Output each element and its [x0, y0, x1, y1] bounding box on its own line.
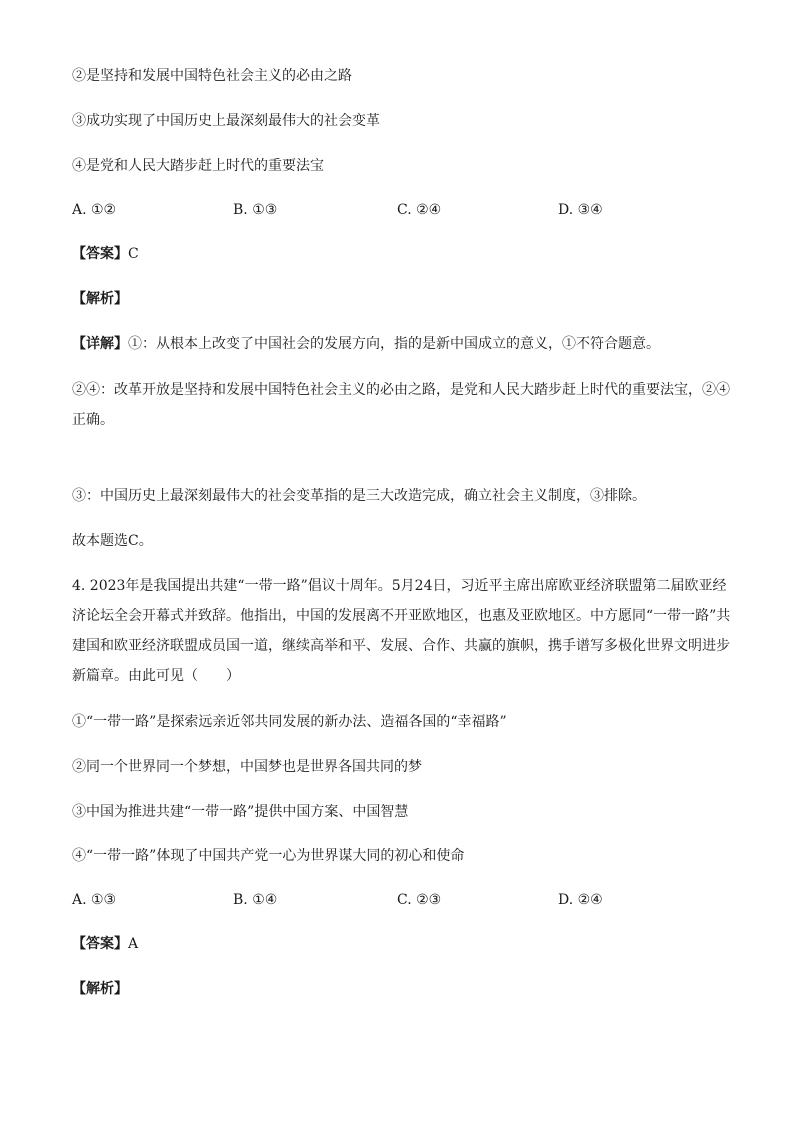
q4-answer-value: A	[128, 936, 139, 952]
detail-text: ①：从根本上改变了中国社会的发展方向，指的是新中国成立的意义，①不符合题意。	[128, 336, 660, 352]
q4-answer-line	[72, 934, 732, 954]
detail-tag: 【详解】	[72, 336, 128, 352]
q4-statement-1: ①“一带一路”是探索远亲近邻共同发展的新办法、造福各国的“幸福路”	[72, 714, 507, 730]
statement-2: ②是坚持和发展中国特色社会主义的必由之路	[72, 68, 352, 84]
q4-option-b: B. ①④	[233, 892, 278, 908]
option-c: C. ②④	[397, 202, 442, 218]
explanation-paragraph-3: ③：中国历史上最深刻最伟大的社会变革指的是三大改造完成，确立社会主义制度，③排除。	[72, 488, 646, 504]
answer-tag: 【答案】	[72, 246, 128, 262]
option-a: A. ①②	[72, 202, 117, 218]
q4-option-d: D. ②④	[558, 892, 603, 908]
q4-options-row	[72, 890, 732, 910]
statement-3: ③成功实现了中国历史上最深刻最伟大的社会变革	[72, 113, 380, 129]
option-d: D. ③④	[558, 202, 603, 218]
q4-analysis-label: 【解析】	[72, 981, 128, 997]
detail-line	[72, 334, 732, 354]
statement-4: ④是党和人民大踏步赶上时代的重要法宝	[72, 158, 324, 174]
option-b: B. ①③	[233, 202, 278, 218]
conclusion: 故本题选C。	[72, 533, 153, 549]
q4-option-c: C. ②③	[397, 892, 442, 908]
q4-statement-2: ②同一个世界同一个梦想，中国梦也是世界各国共同的梦	[72, 759, 422, 775]
explanation-paragraph-2-line-2: 正确。	[72, 412, 114, 428]
answer-value: C	[128, 246, 139, 262]
q4-answer-tag: 【答案】	[72, 936, 128, 952]
explanation-paragraph-2-line-1: ②④：改革开放是坚持和发展中国特色社会主义的必由之路，是党和人民大踏步赶上时代的重要法宝，②④	[72, 382, 730, 398]
analysis-label: 【解析】	[72, 291, 128, 307]
answer-line	[72, 244, 732, 264]
q4-statement-3: ③中国为推进共建“一带一路”提供中国方案、中国智慧	[72, 804, 409, 820]
q4-option-a: A. ①③	[72, 892, 117, 908]
q4-statement-4: ④“一带一路”体现了中国共产党一心为世界谋大同的初心和使命	[72, 848, 465, 864]
question-4-stem: 4. 2023年是我国提出共建“一带一路”倡议十周年。5月24日，习近平主席出席欧亚经济联盟第二届欧亚经济论坛全会开幕式并致辞。他指出，中国的发展离不开亚欧地区，也惠及亚欧地区。中方愿同“一带一路”共建国和欧亚经济联盟成员国一道，继续高举和平、发展、合作、共赢的旗帜，携手谱写多极化世界文明进步新篇章。由此可见（ ）	[72, 578, 731, 684]
options-row	[72, 200, 732, 220]
